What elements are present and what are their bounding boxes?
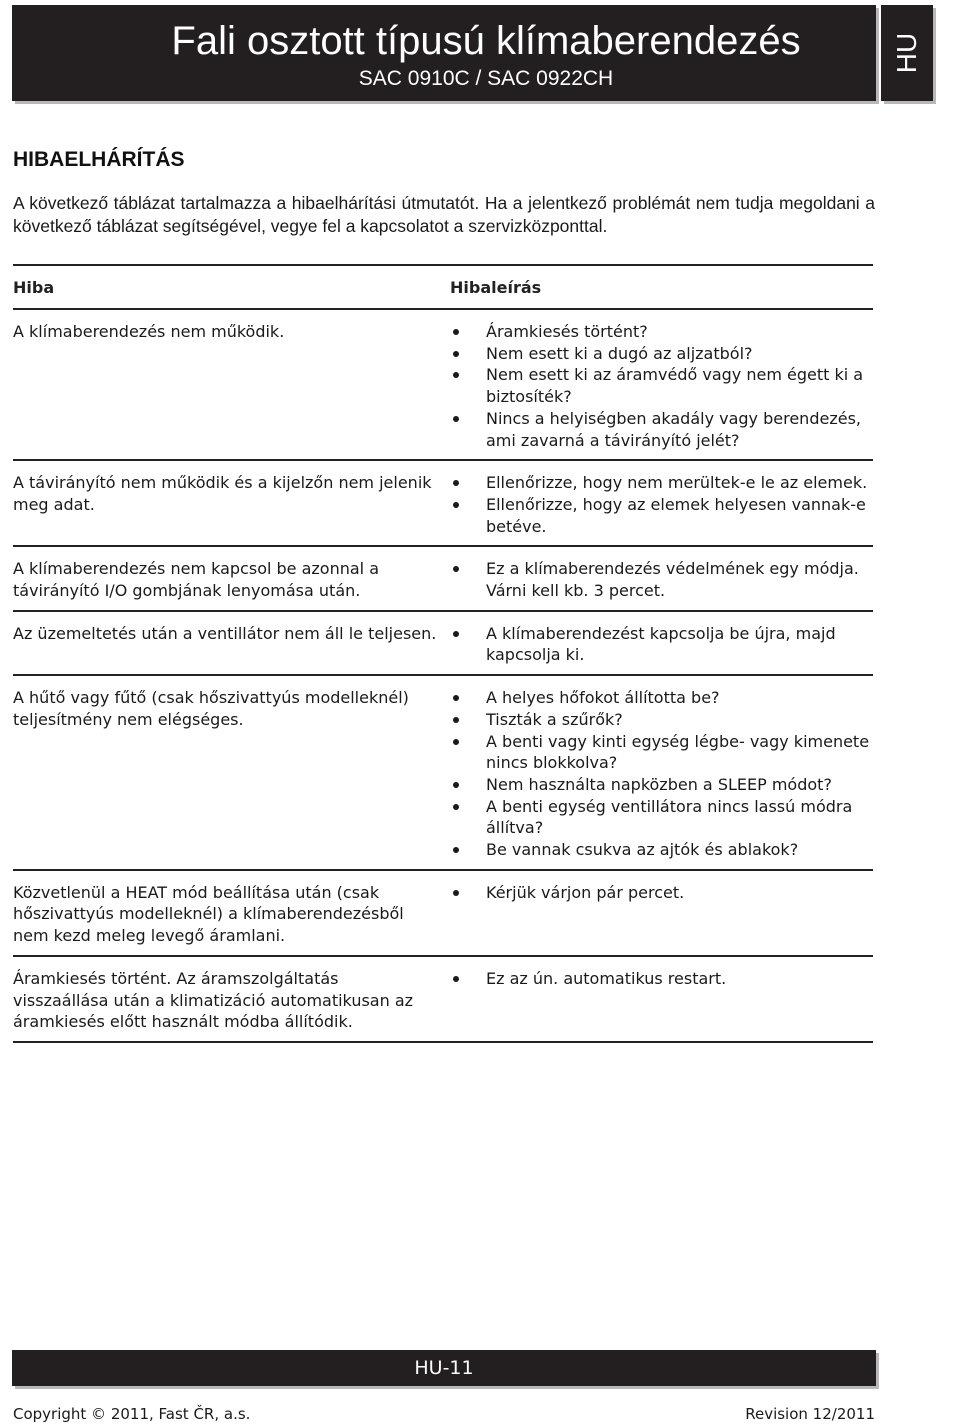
table-body: [13, 310, 873, 1043]
solution-cell: [450, 558, 873, 601]
list-item: Kérjük várjon pár percet.: [450, 882, 873, 904]
model-numbers: SAC 0910C / SAC 0922CH: [358, 67, 614, 90]
revision-label: Revision 12/2011: [745, 1405, 875, 1423]
solution-list: [450, 472, 873, 537]
solution-list: [450, 882, 873, 904]
problem-cell: A klímaberendezés nem működik.: [13, 322, 285, 341]
list-item: Ez a klímaberendezés védelmének egy módja. Várni kell kb. 3 percet.: [450, 558, 873, 601]
list-item: Tiszták a szűrők?: [450, 709, 873, 731]
list-item: Nincs a helyiségben akadály vagy berendezés, ami zavarná a távirányító jelét?: [450, 408, 873, 451]
solution-cell: [450, 623, 873, 666]
list-item: A benti egység ventillátora nincs lassú módra állítva?: [450, 796, 873, 839]
troubleshooting-table: [13, 264, 873, 1043]
list-item: Ellenőrizze, hogy az elemek helyesen vannak-e betéve.: [450, 494, 873, 537]
solution-list: [450, 968, 873, 990]
header-banner: [12, 5, 876, 101]
solution-cell: [450, 687, 873, 861]
solution-cell: [450, 968, 873, 1033]
solution-list: [450, 321, 873, 451]
page-number: HU-11: [414, 1357, 474, 1379]
problem-cell: Az üzemeltetés után a ventillátor nem áll le teljesen.: [13, 623, 437, 643]
language-tab: [881, 5, 933, 101]
table-row: [13, 871, 873, 957]
column-header-problem: Hiba: [13, 277, 55, 297]
solution-list: [450, 687, 873, 861]
list-item: A klímaberendezést kapcsolja be újra, majd kapcsolja ki.: [450, 623, 873, 666]
list-item: Be vannak csukva az ajtók és ablakok?: [450, 839, 873, 861]
problem-cell: Áramkiesés történt. Az áramszolgáltatás visszaállása után a klimatizáció automatikusan az áramkiesés előtt használt módba állítódik.: [13, 968, 414, 1032]
table-row: [13, 461, 873, 547]
footer-bar: [12, 1350, 876, 1386]
solution-list: [450, 623, 873, 666]
solution-cell: [450, 321, 873, 451]
list-item: Nem esett ki az áramvédő vagy nem égett ki a biztosíték?: [450, 364, 873, 407]
list-item: A benti vagy kinti egység légbe- vagy kimenete nincs blokkolva?: [450, 731, 873, 774]
table-row: [13, 612, 873, 676]
list-item: A helyes hőfokot állította be?: [450, 687, 873, 709]
table-row: [13, 547, 873, 611]
list-item: Nem használta napközben a SLEEP módot?: [450, 774, 873, 796]
column-header-description: Hibaleírás: [450, 277, 542, 297]
solution-cell: [450, 472, 873, 537]
section-heading: HIBAELHÁRÍTÁS: [13, 148, 185, 171]
list-item: Ellenőrizze, hogy nem merültek-e le az elemek.: [450, 472, 873, 494]
table-row: [13, 676, 873, 871]
table-header: [13, 266, 873, 310]
solution-list: [450, 558, 873, 601]
solution-cell: [450, 882, 873, 947]
list-item: Ez az ún. automatikus restart.: [450, 968, 873, 990]
table-row: [13, 957, 873, 1043]
list-item: Nem esett ki a dugó az aljzatból?: [450, 343, 873, 365]
problem-cell: A klímaberendezés nem kapcsol be azonnal a távirányító I/O gombjának lenyomása után.: [13, 559, 380, 601]
document-title: Fali osztott típusú klímaberendezés: [171, 19, 801, 63]
list-item: Áramkiesés történt?: [450, 321, 873, 343]
problem-cell: A távirányító nem működik és a kijelzőn nem jelenik meg adat.: [13, 473, 432, 514]
language-label: HU: [891, 32, 922, 74]
intro-paragraph: A következő táblázat tartalmazza a hibaelhárítási útmutatót. Ha a jelentkező problémát nem tudja megoldani a következő táblázat segítségével, vegye fel a kapcsolatot a szervizközponttal.: [13, 193, 875, 236]
problem-cell: Közvetlenül a HEAT mód beállítása után (csak hőszivattyús modelleknél) a klímaberendezésből nem kezd meleg levegő áramlani.: [13, 882, 404, 946]
problem-cell: A hűtő vagy fűtő (csak hőszivattyús modelleknél) teljesítmény nem elégséges.: [13, 688, 409, 729]
table-row: [13, 310, 873, 461]
copyright-notice: Copyright © 2011, Fast ČR, a.s.: [13, 1405, 251, 1423]
